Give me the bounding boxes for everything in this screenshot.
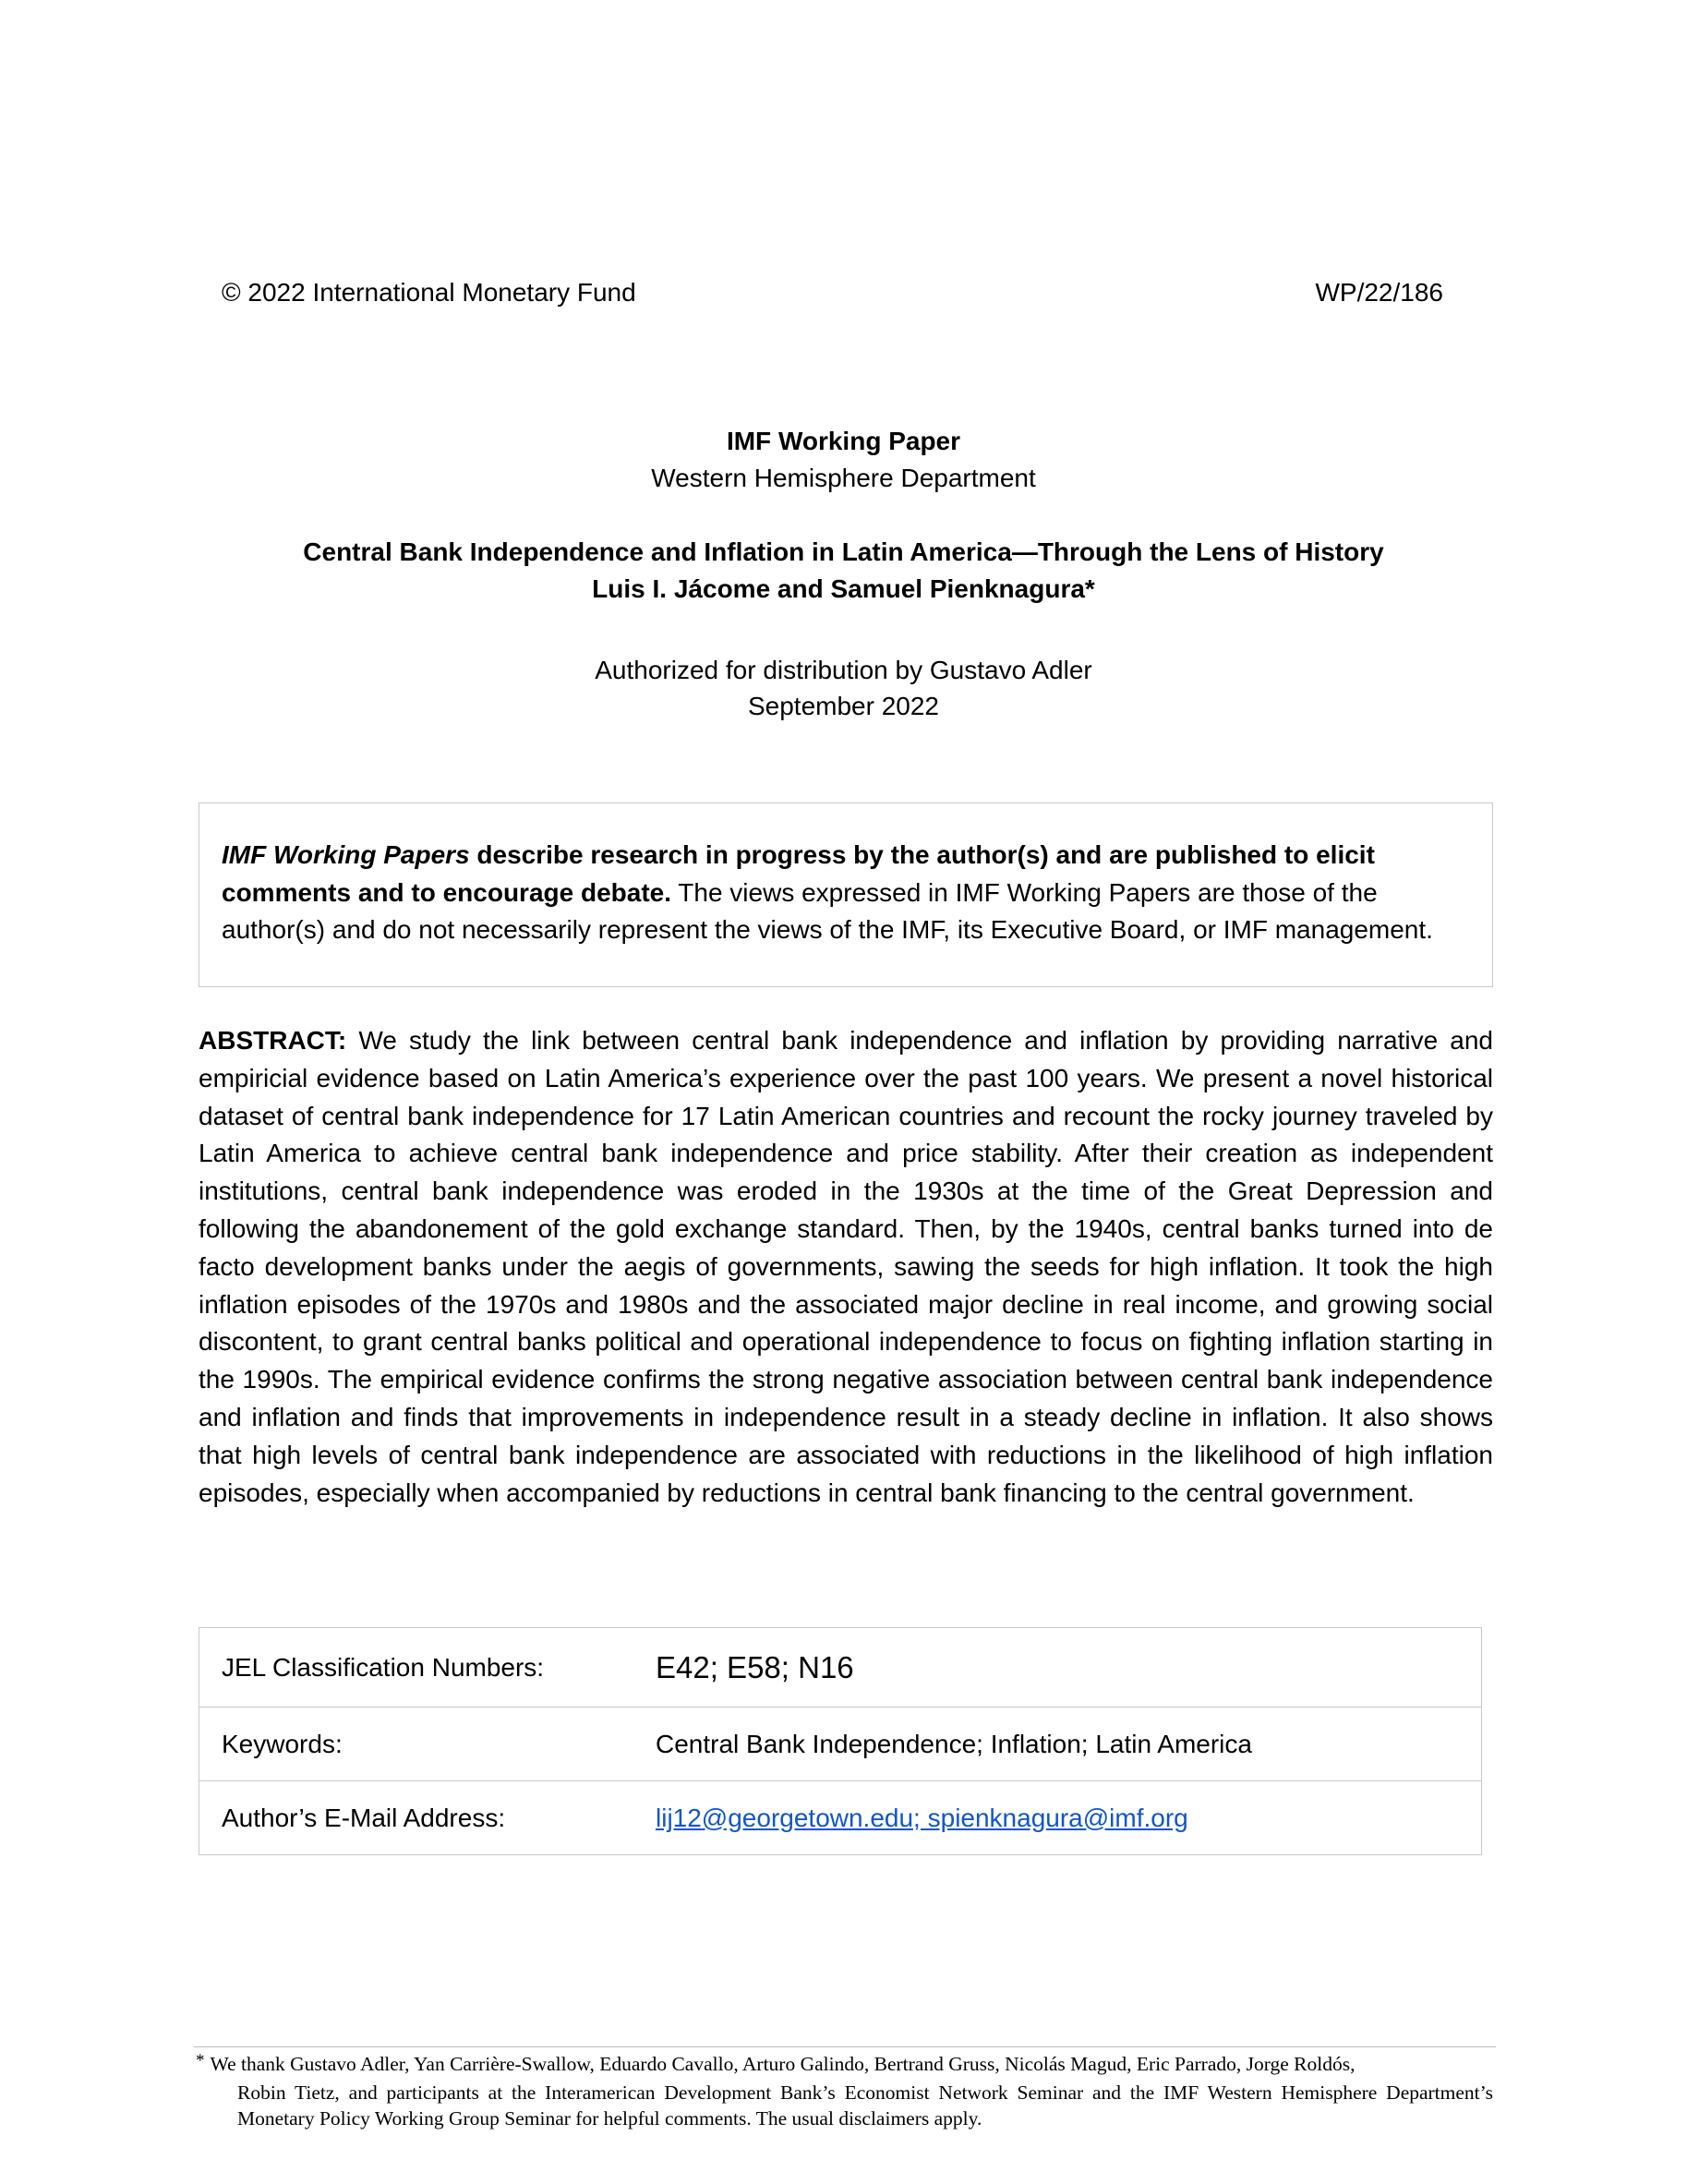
abstract-label: ABSTRACT: xyxy=(199,1026,347,1055)
footnote-divider xyxy=(194,2046,1496,2047)
paper-title: Central Bank Independence and Inflation in Latin America—Through the Lens of History xyxy=(303,537,1384,566)
publication-date: September 2022 xyxy=(747,692,940,720)
disclaimer-italic-lead: IMF Working Papers xyxy=(222,840,470,869)
footnote-line-1: We thank Gustavo Adler, Yan Carrière-Swallow, Eduardo Cavallo, Arturo Galindo, Bertrand Gruss, Nicolás Magud, Eric Parrado, Jorge Roldós, xyxy=(210,2053,1356,2075)
disclaimer-text: The views expressed in IMF Working Papers are those of the author(s) and do not necessarily represent the views of the IMF, its Executive Board, or IMF management. xyxy=(222,877,1433,944)
series-title: IMF Working Paper xyxy=(726,427,961,455)
email-cell xyxy=(633,1781,1482,1855)
authorization: Authorized for distribution by Gustavo Adler xyxy=(595,656,1092,684)
acknowledgement-footnote xyxy=(196,2051,1493,2132)
abstract xyxy=(199,1022,1493,1512)
keywords-value: Central Bank Independence; Inflation; Latin America xyxy=(633,1707,1482,1781)
jel-label: JEL Classification Numbers: xyxy=(222,1652,545,1682)
footnote-line-2: Robin Tietz, and participants at the Interamerican Development Bank’s Economist Network Seminar and the IMF Western Hemisphere Department’s Monetary Policy Working Group Seminar for helpful comments. The usual disclaimers apply. xyxy=(237,2081,1493,2130)
copyright-notice: © 2022 International Monetary Fund xyxy=(222,278,636,307)
table-row xyxy=(199,1628,1482,1707)
paper-number: WP/22/186 xyxy=(1315,278,1443,307)
footnote-marker: * xyxy=(196,2051,205,2070)
disclaimer-box xyxy=(199,802,1493,987)
table-row xyxy=(199,1781,1482,1855)
table-row xyxy=(199,1707,1482,1781)
authors: Luis I. Jácome and Samuel Pienknagura* xyxy=(592,574,1095,603)
author-email-link[interactable]: lij12@georgetown.edu; spienknagura@imf.org xyxy=(656,1803,1188,1832)
jel-value: E42; E58; N16 xyxy=(656,1649,854,1684)
disclaimer-bold-lead: describe research in progress by the author(s) and are published to elicit comments and to encourage debate. xyxy=(222,840,1375,907)
email-label: Author’s E-Mail Address: xyxy=(199,1781,634,1855)
keywords-label: Keywords: xyxy=(199,1707,634,1781)
abstract-text: We study the link between central bank independence and inflation by providing narrative and empiricial evidence based on Latin America’s experience over the past 100 years. We present a novel historical dataset of central bank independence for 17 Latin American countries and recount the rocky journey traveled by Latin America to achieve central bank independence and price stability. After their creation as independent institutions, central bank independence was eroded in the 1930s at the time of the Great Depression and following the abandonement of the gold exchange standard. Then, by the 1940s, central banks turned into de facto development banks under the aegis of governments, sawing the seeds for high inflation. It took the high inflation episodes of the 1970s and 1980s and the associated major decline in real income, and growing social discontent, to grant central banks political and operational independence to focus on fighting inflation starting in the 1990s. The empirical evidence confirms the strong negative association between central bank independence and inflation and finds that improvements in independence result in a steady decline in inflation. It also shows that high levels of central bank independence are associated with reductions in the likelihood of high inflation episodes, especially when accompanied by reductions in central bank financing to the central government. xyxy=(199,1026,1493,1507)
classification-table xyxy=(199,1627,1482,1855)
department: Western Hemisphere Department xyxy=(651,464,1036,492)
